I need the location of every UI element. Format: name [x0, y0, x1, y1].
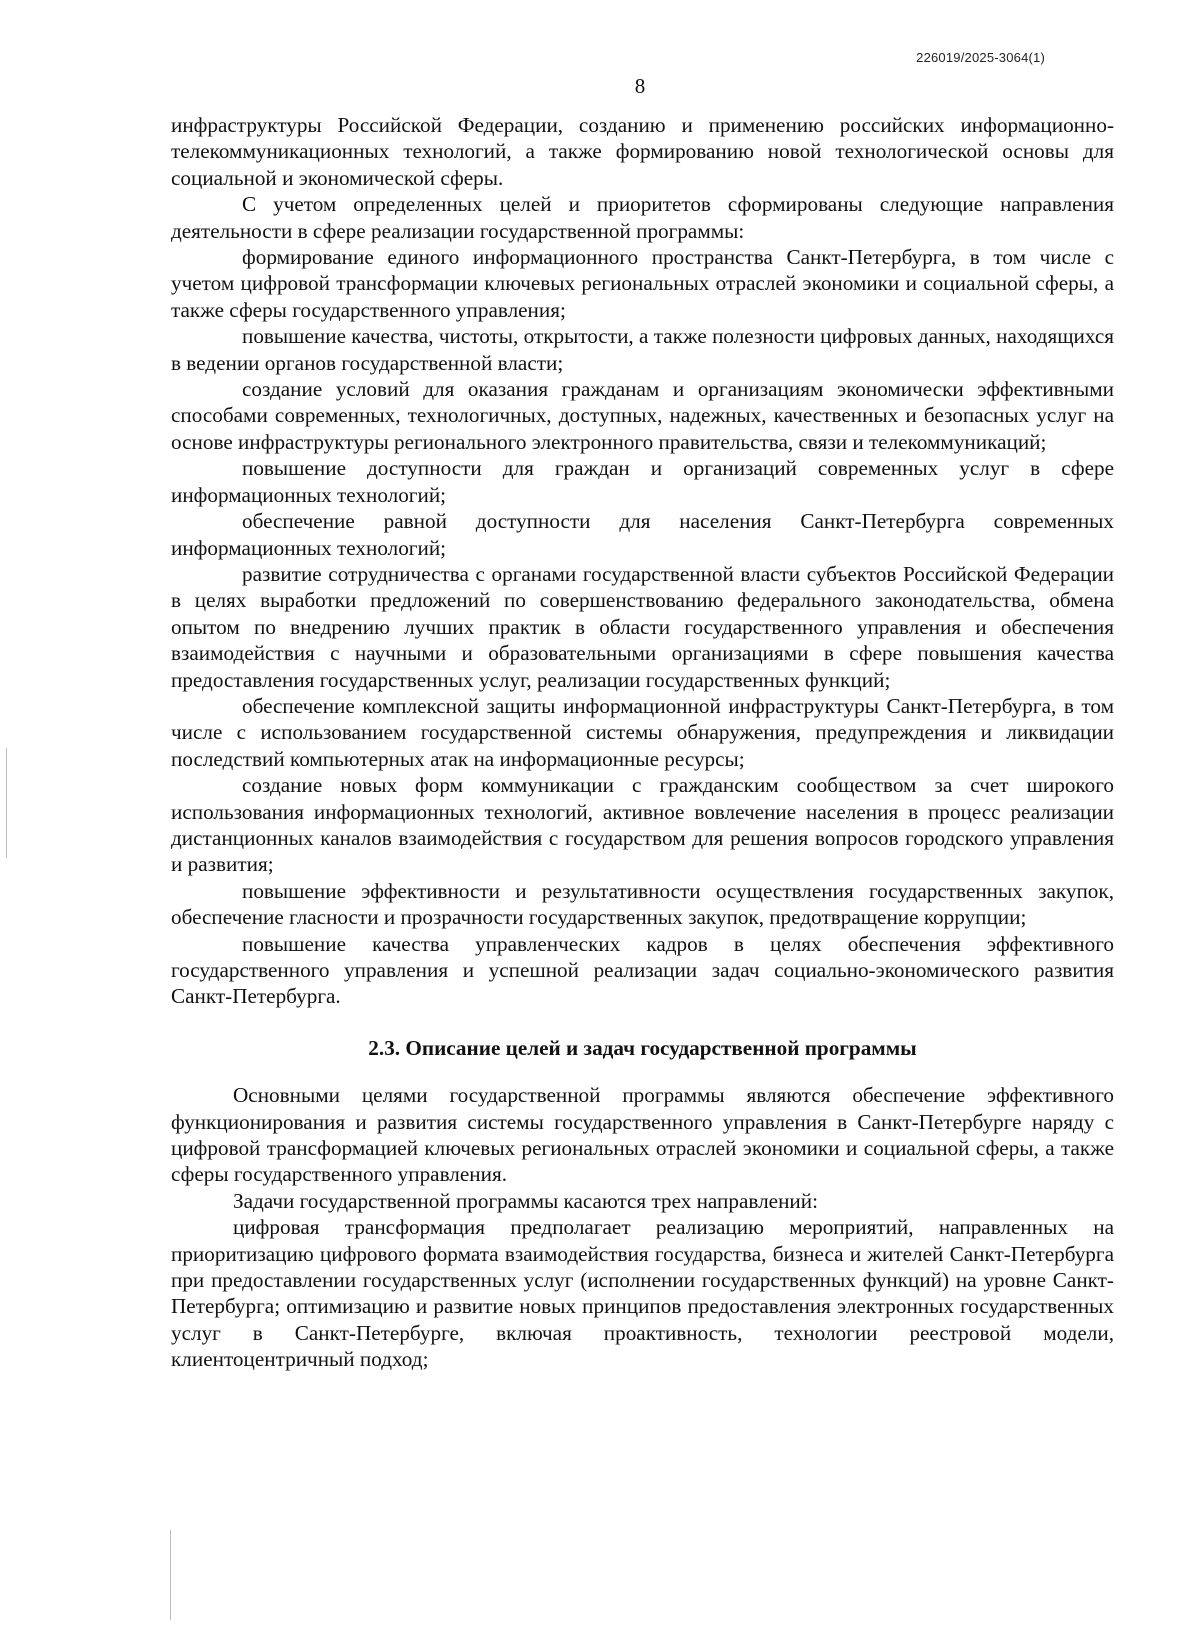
list-item-direction: создание новых форм коммуникации с гражданским сообществом за счет широкого использования информационных технологий, активное вовлечение населения в процесс реализации дистанционных каналов взаимодействия с государством для решения вопросов городского управления и развития; — [171, 773, 1114, 877]
paragraph-continuation: инфраструктуры Российской Федерации, созданию и применению российских информационно-телекоммуникационных технологий, а также формированию новой технологической основы для социальной и экономической сферы. — [171, 113, 1114, 190]
list-item-direction: повышение качества, чистоты, открытости, а также полезности цифровых данных, находящихся в ведении органов государственной власти; — [171, 324, 1114, 375]
list-item-direction: повышение эффективности и результативности осуществления государственных закупок, обеспечение гласности и прозрачности государственных закупок, предотвращение коррупции; — [171, 878, 1114, 930]
list-item-direction: создание условий для оказания гражданам и организациям экономически эффективными способами современных, технологичных, доступных, надежных, качественных и безопасных услуг на основе инфраструктуры регионального электронного правительства, связи и телекоммуникаций; — [171, 377, 1114, 454]
paragraph-tasks-intro: Задачи государственной программы касаются трех направлений: — [233, 1188, 818, 1213]
list-item-direction: повышение доступности для граждан и организаций современных услуг в сфере информационных технологий; — [171, 456, 1114, 507]
document-body — [171, 112, 1114, 1373]
list-item-direction: повышение качества управленческих кадров в целях обеспечения эффективного государственного управления и успешной реализации задач социально-экономического развития Санкт-Петербурга. — [171, 931, 1114, 1009]
list-item-direction: формирование единого информационного пространства Санкт-Петербурга, в том числе с учетом цифровой трансформации ключевых региональных отраслей экономики и социальной сферы, а также сферы государственного управления; — [171, 245, 1114, 322]
scan-artifact-line — [170, 1530, 171, 1620]
list-item-direction: развитие сотрудничества с органами государственной власти субъектов Российской Федерации в целях выработки предложений по совершенствованию федерального законодательства, обмена опытом по внедрению лучших практик в области государственного управления и обеспечения взаимодействия с научными и образовательными организациями в сфере повышения качества предоставления государственных услуг, реализации государственных функций; — [171, 561, 1114, 692]
list-item-direction: обеспечение равной доступности для населения Санкт-Петербурга современных информационных технологий; — [171, 509, 1114, 560]
paragraph-digital-transformation: цифровая трансформация предполагает реализацию мероприятий, направленных на приоритизацию цифрового формата взаимодействия государства, бизнеса и жителей Санкт-Петербурга при предоставлении государственных услуг (исполнении государственных функций) на уровне Санкт-Петербурга; оптимизацию и развитие новых принципов предоставления электронных государственных услуг в Санкт-Петербурге, включая проактивность, технологии реестровой модели, клиентоцентричный подход; — [171, 1215, 1114, 1372]
list-item-direction: обеспечение комплексной защиты информационной инфраструктуры Санкт-Петербурга, в том числе с использованием государственной системы обнаружения, предупреждения и ликвидации последствий компьютерных атак на информационные ресурсы; — [171, 693, 1114, 771]
page-number: 8 — [634, 74, 646, 98]
section-heading: 2.3. Описание целей и задач государственной программы — [368, 1035, 917, 1060]
scan-artifact-line — [6, 748, 7, 858]
paragraph-directions-intro: С учетом определенных целей и приоритетов сформированы следующие направления деятельности в сфере реализации государственной программы: — [171, 192, 1114, 243]
document-registration-number: 226019/2025-3064(1) — [916, 50, 1045, 65]
paragraph-goals: Основными целями государственной программы являются обеспечение эффективного функционирования и развития системы государственного управления в Санкт-Петербурге наряду с цифровой трансформацией ключевых региональных отраслей экономики и социальной сферы, а также сферы государственного управления. — [171, 1083, 1114, 1187]
